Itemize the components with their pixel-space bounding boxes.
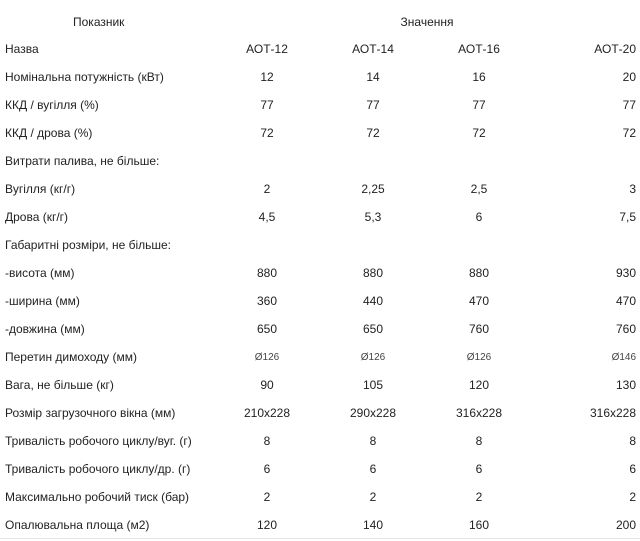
bottom-divider (0, 538, 640, 539)
cell-value: 90 (260, 378, 274, 392)
cell-value: Ø146 (611, 351, 637, 363)
cell-value: 4,5 (258, 210, 276, 224)
cell-value: 6 (629, 462, 637, 476)
column-model: АОТ-16 (458, 42, 500, 56)
cell-value (532, 147, 640, 175)
cell-value: 5,3 (364, 210, 382, 224)
cell-value: 6 (475, 210, 483, 224)
table-header-row (0, 9, 640, 35)
cell-value: 2 (263, 182, 271, 196)
cell-value: 650 (362, 322, 384, 336)
cell-value: 360 (256, 294, 278, 308)
cell-value: 8 (629, 434, 637, 448)
cell-value: 760 (616, 322, 637, 336)
cell-value: 2 (369, 490, 377, 504)
cell-value: 200 (616, 518, 637, 532)
row-label: Витрати палива, не більше: (5, 154, 160, 168)
cell-value: 6 (369, 462, 377, 476)
cell-value: 210х228 (243, 406, 291, 420)
column-model: АОТ-14 (352, 42, 394, 56)
table-row (0, 455, 640, 483)
table-row (0, 91, 640, 119)
table-row (0, 427, 640, 455)
cell-value: 2 (629, 490, 637, 504)
cell-value: 72 (472, 126, 486, 140)
row-label: Розмір загрузочного вікна (мм) (5, 406, 176, 420)
cell-value: 120 (468, 378, 490, 392)
cell-value (320, 147, 426, 175)
cell-value: 880 (256, 266, 278, 280)
table-row (0, 371, 640, 399)
table-body (0, 35, 640, 539)
cell-value: 120 (256, 518, 278, 532)
cell-value: 16 (472, 70, 486, 84)
row-label: ККД / вугілля (%) (5, 98, 99, 112)
row-label: Вага, не більше (кг) (5, 378, 114, 392)
cell-value: 290х228 (349, 406, 397, 420)
table-row (0, 231, 640, 259)
cell-value: 8 (263, 434, 271, 448)
cell-value: 140 (362, 518, 384, 532)
cell-value: 12 (260, 70, 274, 84)
cell-value: 880 (468, 266, 490, 280)
cell-value (426, 231, 532, 259)
table-row (0, 483, 640, 511)
cell-value: 470 (468, 294, 490, 308)
header-values: Значення (400, 15, 454, 29)
row-label: Перетин димоходу (мм) (5, 350, 138, 364)
cell-value: 14 (366, 70, 380, 84)
table-row (0, 287, 640, 315)
column-name: Назва (5, 42, 39, 56)
cell-value: 77 (260, 98, 274, 112)
cell-value: 72 (366, 126, 380, 140)
cell-value: 8 (369, 434, 377, 448)
cell-value: 2,5 (470, 182, 488, 196)
row-label: -висота (мм) (5, 266, 75, 280)
table-row (0, 399, 640, 427)
row-label: Тривалість робочого циклу/вуг. (г) (5, 434, 192, 448)
column-model: АОТ-20 (594, 42, 637, 56)
row-label: Максимально робочий тиск (бар) (5, 490, 190, 504)
row-label: Вугілля (кг/г) (5, 182, 76, 196)
table-row (0, 147, 640, 175)
cell-value: 3 (629, 182, 637, 196)
row-label: Опалювальна площа (м2) (5, 518, 150, 532)
table-row (0, 315, 640, 343)
specifications-table (0, 9, 640, 539)
cell-value: 440 (362, 294, 384, 308)
header-indicator: Показник (73, 15, 125, 29)
cell-value: 105 (362, 378, 384, 392)
cell-value: 6 (263, 462, 271, 476)
cell-value: 77 (366, 98, 380, 112)
cell-value: 7,5 (619, 210, 637, 224)
row-label: -ширина (мм) (5, 294, 80, 308)
cell-value: Ø126 (360, 351, 386, 363)
table-row (0, 175, 640, 203)
column-names-row (0, 35, 640, 63)
cell-value (320, 231, 426, 259)
cell-value: 2,25 (361, 182, 385, 196)
row-label: -довжина (мм) (5, 322, 85, 336)
cell-value: 880 (362, 266, 384, 280)
cell-value: 930 (616, 266, 637, 280)
cell-value: 760 (468, 322, 490, 336)
cell-value: 130 (616, 378, 637, 392)
cell-value: 8 (475, 434, 483, 448)
table-row (0, 259, 640, 287)
cell-value: 160 (468, 518, 490, 532)
cell-value (426, 147, 532, 175)
cell-value (214, 231, 320, 259)
cell-value: 316х228 (589, 406, 637, 420)
row-label: Номінальна потужність (кВт) (5, 70, 164, 84)
cell-value: 650 (256, 322, 278, 336)
cell-value: Ø126 (466, 351, 492, 363)
cell-value: 2 (263, 490, 271, 504)
cell-value: 470 (616, 294, 637, 308)
cell-value: 72 (260, 126, 274, 140)
row-label: Тривалість робочого циклу/др. (г) (5, 462, 191, 476)
table-row (0, 63, 640, 91)
row-label: Дрова (кг/г) (5, 210, 69, 224)
cell-value: 77 (472, 98, 486, 112)
table-row (0, 343, 640, 371)
column-model: АОТ-12 (246, 42, 288, 56)
cell-value (532, 231, 640, 259)
table-row (0, 119, 640, 147)
table-row (0, 511, 640, 539)
table-row (0, 203, 640, 231)
cell-value: 77 (622, 98, 637, 112)
cell-value (214, 147, 320, 175)
row-label: ККД / дрова (%) (5, 126, 93, 140)
cell-value: 316х228 (455, 406, 503, 420)
cell-value: 72 (622, 126, 637, 140)
cell-value: Ø126 (254, 351, 280, 363)
row-label: Габаритні розміри, не більше: (5, 238, 172, 252)
cell-value: 2 (475, 490, 483, 504)
cell-value: 20 (622, 70, 637, 84)
cell-value: 6 (475, 462, 483, 476)
